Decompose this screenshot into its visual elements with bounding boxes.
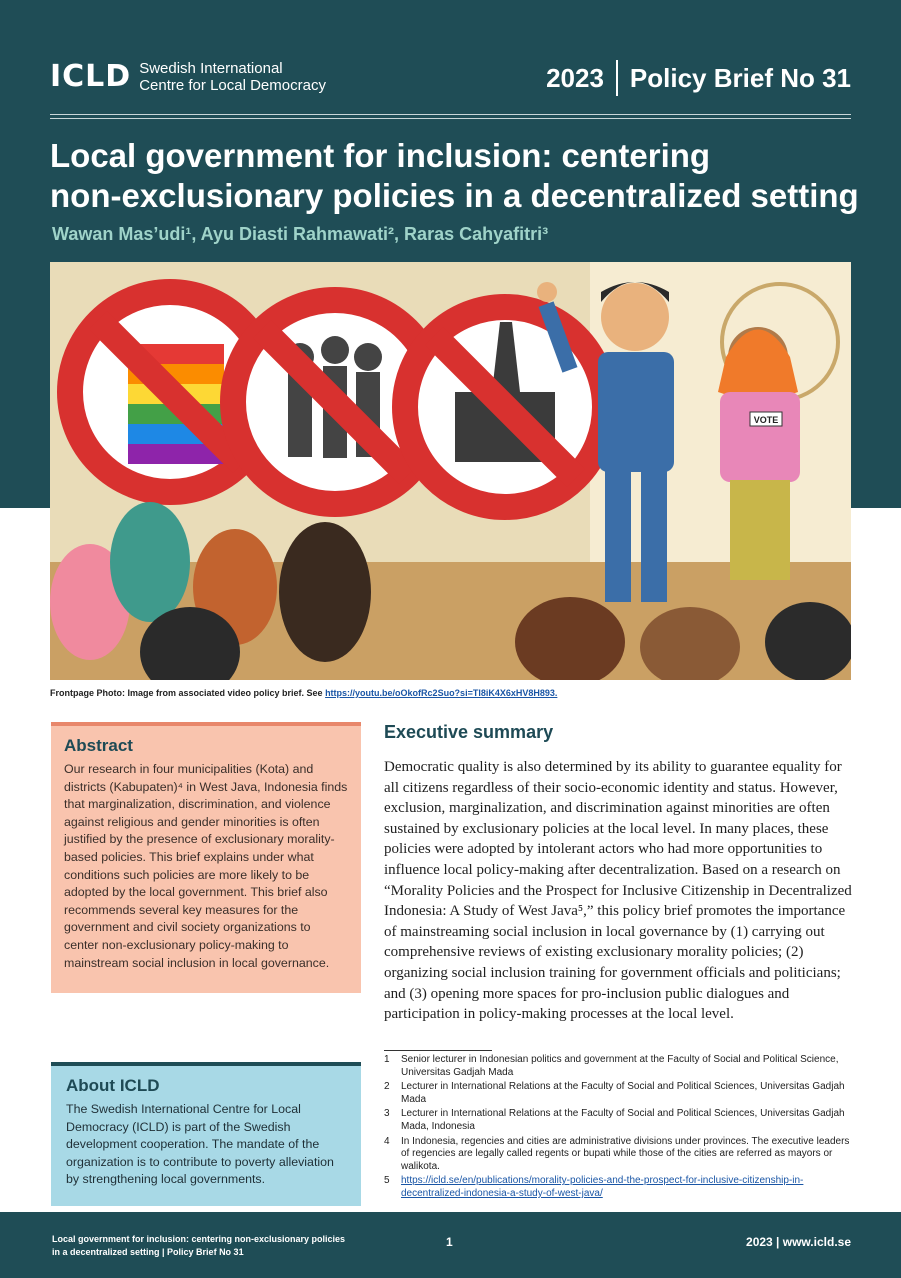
footnote-number: 3 [384,1108,390,1120]
footnote-number: 2 [384,1081,390,1093]
cover-illustration [50,262,851,680]
org-name [139,60,326,94]
footnote-link[interactable]: https://icld.se/en/publications/morality-policies-and-the-prospect-for-inclusive-citizenship-in-decentralized-indonesia-a-study-of-west-java/ [401,1175,804,1199]
header-rule-top [50,114,851,115]
footnote-number: 1 [384,1054,390,1065]
title-line1: Local government for inclusion: centering [50,137,711,174]
footnote-text: Lecturer in International Relations at the Faculty of Social and Political Sciences, Universitas Gadjah Mada, Indonesia [401,1108,845,1132]
footnote-item [384,1136,854,1174]
footnote-item [384,1081,854,1106]
page-title [50,136,860,216]
issue-divider [616,60,618,96]
footnote-rule [384,1050,492,1051]
footnote-text: In Indonesia, regencies and cities are administrative divisions under provinces. The executive leaders of regencies are legally called regents or bupati while those of the cities are referred as mayors or walikota. [401,1135,850,1172]
executive-summary-title: Executive summary [384,722,554,742]
abstract-body: Our research in four municipalities (Kota) and districts (Kabupaten)⁴ in West Java, Indonesia finds that marginalization, discrimination, and violence against religious and gender minorities is often justified by the presence of exclusionary morality-based policies. This brief explains under what conditions such policies are more likely to be adopted by the local government. This brief also recommends several key measures for the government and civil society organizations to center non-exclusionary policy-making to mainstream social inclusion in local governance. [64,762,348,970]
authors: Wawan Mas’udi¹, Ayu Diasti Rahmawati², Raras Cahyafitri³ [52,224,549,244]
footnote-item [384,1108,854,1133]
no-sign-temple [405,307,605,507]
header-rule-bottom [50,118,851,119]
abstract-box [51,722,361,993]
footnote-number: 4 [384,1135,390,1147]
photo-credit-text: Frontpage Photo: Image from associated video policy brief. See [50,688,326,698]
footer-title-line1: Local government for inclusion: centering non-exclusionary policies [52,1234,346,1244]
cover-svg [50,262,851,680]
photo-credit [50,688,557,698]
policy-brief-number: Policy Brief No 31 [629,62,851,93]
about-icld-box [51,1062,361,1206]
footnote-text: Senior lecturer in Indonesian politics and government at the Faculty of Social and Political Science, Universitas Gadjah Mada [401,1054,839,1078]
footer-title-line2: in a decentralized setting | Policy Brief No 31 [52,1247,244,1257]
photo-credit-link[interactable]: https://youtu.be/oOkofRc2Suo?si=Tl8iK4X6xHV8H893. [325,688,558,698]
about-body: The Swedish International Centre for Local Democracy (ICLD) is part of the Swedish development cooperation. The mandate of the organization is to contribute to poverty alleviation by strengthening local governments. [66,1102,334,1187]
footnotes [384,1054,854,1203]
org-name-line2: Centre for Local Democracy [139,77,326,94]
footnote-text: Lecturer in International Relations at the Faculty of Social and Political Sciences, Universitas Gadjah Mada [401,1081,845,1105]
issue-label [546,60,851,96]
footer-doc-title [52,1233,372,1259]
about-title: About ICLD [66,1076,160,1095]
footer-year-website[interactable]: 2023 | www.icld.se [746,1235,851,1249]
footnote-item [384,1175,854,1200]
org-name-line1: Swedish International [139,60,283,77]
icld-wordmark: ICLD [50,59,132,94]
footnote-number: 5 [384,1175,390,1187]
footnote-item [384,1054,854,1079]
footer [0,1212,901,1278]
page-number: 1 [446,1235,453,1249]
title-line2: non-exclusionary policies in a decentralized setting [50,177,859,214]
executive-summary-body: Democratic quality is also determined by its ability to guarantee equality for all citizens regardless of their socio-economic identity and status. However, exclusion, marginalization, and discrimination against minorities are often sustained by exclusionary policies at the local level. In many places, these policies were adopted by intolerant actors who had more opportunities to influence local policy-making after decentralization. Based on a research on “Morality Policies and the Prospect for Inclusive Citizenship in Decentralized Indonesia: A Study of West Java⁵,” this policy brief promotes the importance of mainstreaming social inclusion in local governance by (1) carrying out comprehensive reviews of existing exclusionary morality policies; (2) organizing social inclusion training for government officials and politicians; and (3) opening more spaces for pro-inclusion public dialogues and participation in policy-making processes at the local level. [384,759,852,1023]
abstract-title: Abstract [64,736,133,755]
vote-badge-label: VOTE [753,415,779,425]
issue-year: 2023 [546,62,604,93]
icld-logo[interactable] [50,60,326,94]
woman-figure [718,327,800,580]
